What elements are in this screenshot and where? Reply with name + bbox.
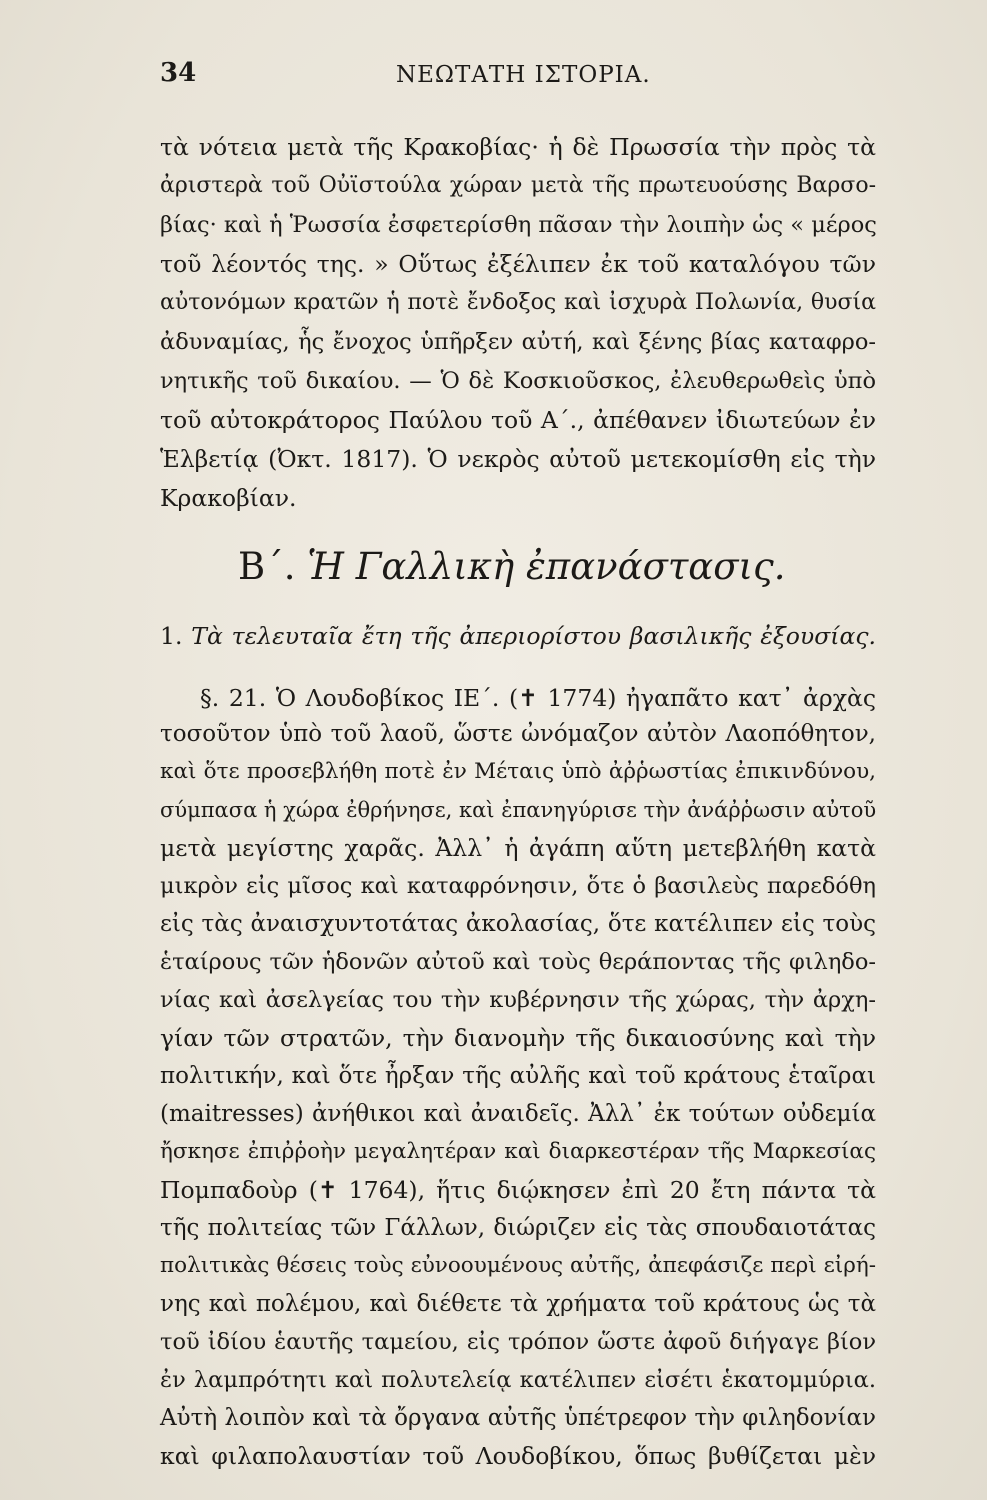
text-line: ἐν λαμπρότητι καὶ πολυτελείᾳ κατέλιπεν εἰσέτι ἑκατομμύρια. <box>160 1367 876 1393</box>
text-line: αὐτονόμων κρατῶν ἡ ποτὲ ἔνδοξος καὶ ἰσχυρὰ Πολωνία, θυσία <box>160 290 876 315</box>
text-line: σύμπασα ἡ χώρα ἐθρήνησε, καὶ ἐπανηγύρισε τὴν ἀνάῤῥωσιν αὐτοῦ <box>160 798 877 822</box>
text-line: τοῦ αὐτοκράτορος Παύλου τοῦ Α΄., ἀπέθανεν ἰδιωτεύων ἐν <box>160 406 876 434</box>
text-line: εἰς τὰς ἀναισχυντοτάτας ἀκολασίας, ὅτε κατέλιπεν εἰς τοὺς <box>160 911 876 937</box>
text-line: πολιτικὰς θέσεις τοὺς εὐνοουμένους αὐτῆς, ἀπεφάσιζε περὶ εἰρή- <box>160 1253 876 1278</box>
text-line: νητικῆς τοῦ δικαίου. — Ὁ δὲ Κοσκιοῦσκος, ἐλευθερωθεὶς ὑπὸ <box>160 368 876 394</box>
section-number: Β΄. <box>238 545 296 588</box>
page-number: 34 <box>160 58 197 88</box>
text-line: νης καὶ πολέμου, καὶ διέθετε τὰ χρήματα τοῦ κράτους ὡς τὰ <box>160 1291 876 1317</box>
subsection-heading <box>160 622 876 650</box>
text-line: §. 21. Ὁ Λουδοβίκος ΙΕ΄. (✝ 1774) ἠγαπᾶτο κατ᾽ ἀρχὰς <box>200 684 876 712</box>
text-line: ἤσκησε ἐπιῤῥοὴν μεγαλητέραν καὶ διαρκεστέραν τῆς Μαρκεσίας <box>160 1139 876 1164</box>
text-line: νίας καὶ ἀσελγείας του τὴν κυβέρνησιν τῆς χώρας, τὴν ἀρχη- <box>160 987 876 1013</box>
text-line: τὰ νότεια μετὰ τῆς Κρακοβίας· ἡ δὲ Πρωσσία τὴν πρὸς τὰ <box>160 133 876 161</box>
text-line: Αὐτὴ λοιπὸν καὶ τὰ ὄργανα αὐτῆς ὑπέτρεφον τὴν φιληδονίαν <box>160 1405 876 1431</box>
text-line: γίαν τῶν στρατῶν, τὴν διανομὴν τῆς δικαιοσύνης καὶ τὴν <box>160 1024 876 1052</box>
text-line: ἀριστερὰ τοῦ Οὐϊστούλα χώραν μετὰ τῆς πρωτευούσης Βαρσο- <box>160 173 876 198</box>
text-line: τῆς πολιτείας τῶν Γάλλων, διώριζεν εἰς τὰς σπουδαιοτάτας <box>160 1215 876 1241</box>
section-title: Ἡ Γαλλικὴ ἐπανάστασις. <box>307 545 786 588</box>
text-line: καὶ φιλαπολαυστίαν τοῦ Λουδοβίκου, ὅπως βυθίζεται μὲν <box>160 1442 876 1470</box>
section-heading <box>238 545 838 588</box>
text-line: μετὰ μεγίστης χαρᾶς. Ἀλλ᾽ ἡ ἀγάπη αὕτη μετεβλήθη κατὰ <box>160 834 876 862</box>
text-line: πολιτικήν, καὶ ὅτε ἦρξαν τῆς αὐλῆς καὶ τοῦ κράτους ἑταῖραι <box>160 1063 876 1089</box>
text-line: βίας· καὶ ἡ Ῥωσσία ἐσφετερίσθη πᾶσαν τὴν λοιπὴν ὡς « μέρος <box>160 212 877 238</box>
text-line: τοῦ ἰδίου ἑαυτῆς ταμείου, εἰς τρόπον ὥστε ἀφοῦ διήγαγε βίον <box>160 1329 876 1355</box>
text-line: (maitresses) ἀνήθικοι καὶ ἀναιδεῖς. Ἀλλ᾽ ἐκ τούτων οὐδεμία <box>160 1101 876 1127</box>
text-line: μικρὸν εἰς μῖσος καὶ καταφρόνησιν, ὅτε ὁ βασιλεὺς παρεδόθη <box>160 873 876 899</box>
text-line: ἑταίρους τῶν ἡδονῶν αὐτοῦ καὶ τοὺς θεράποντας τῆς φιληδο- <box>160 949 876 975</box>
text-line: Πομπαδοὺρ (✝ 1764), ἥτις διῴκησεν ἐπὶ 20 ἔτη πάντα τὰ <box>160 1176 876 1204</box>
subsection-number: 1. <box>160 622 183 650</box>
text-line: ἀδυναμίας, ἧς ἔνοχος ὑπῆρξεν αὐτή, καὶ ξένης βίας καταφρο- <box>160 329 876 355</box>
running-title: ΝΕΩΤΑΤΗ ΙΣΤΟΡΙΑ. <box>396 62 651 88</box>
text-line: Ἑλβετίᾳ (Ὀκτ. 1817). Ὁ νεκρὸς αὐτοῦ μετεκομίσθη εἰς τὴν <box>160 445 876 473</box>
text-line: τοῦ λέοντός της. » Οὕτως ἐξέλιπεν ἐκ τοῦ καταλόγου τῶν <box>160 250 876 278</box>
subsection-title: Τὰ τελευταῖα ἔτη τῆς ἀπεριορίστου βασιλικῆς ἐξουσίας. <box>191 622 876 650</box>
text-line: τοσοῦτον ὑπὸ τοῦ λαοῦ, ὥστε ὠνόμαζον αὐτὸν Λαοπόθητον, <box>160 721 876 747</box>
text-line: καὶ ὅτε προσεβλήθη ποτὲ ἐν Μέταις ὑπὸ ἀῤῥωστίας ἐπικινδύνου, <box>160 759 876 784</box>
text-line: Κρακοβίαν. <box>160 484 297 512</box>
page-header <box>160 58 880 98</box>
